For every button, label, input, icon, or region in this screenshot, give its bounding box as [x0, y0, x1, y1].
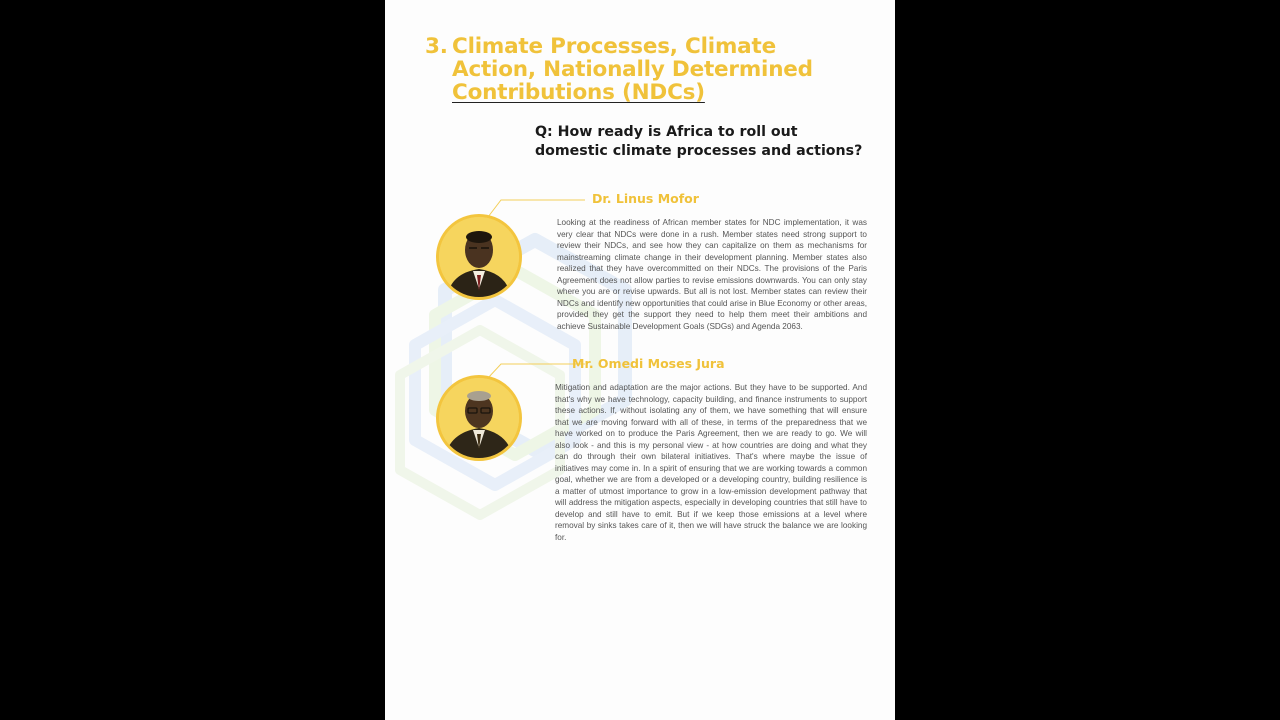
- section-number: 3.: [425, 34, 448, 59]
- answer-omedi-moses-jura: Mitigation and adaptation are the major actions. But they have to be supported. And that's why we have technology, capacity building, and finance instruments to support these actions. If, without isolating any of them, we have something that will ensure that we are moving forward with all of these, in terms of the preparedness that we have worked on to produce the Paris Agreement, then we are ready to go. We will also look - and this is my personal view - at how countries are doing and what they can do through their own bilateral initiatives. That's where maybe the issue of initiatives may come in. In a spirit of ensuring that we are working towards a common goal, whether we are from a developed or a developing country, building resilience is a matter of utmost importance to grow in a low-emission development pathway that will address the mitigation aspects, especially in developing countries that still have to develop and still have to emit. But if we keep those emissions at a level where removal by sinks takes care of it, then we will have struck the balance we are looking for.: [555, 383, 867, 542]
- speaker-name-omedi-moses-jura: Mr. Omedi Moses Jura: [572, 356, 725, 371]
- section-title-line-2: Action, Nationally Determined: [452, 57, 813, 82]
- section-title-line-3: Contributions (NDCs): [452, 80, 705, 105]
- speaker-connector-line: [487, 196, 587, 218]
- portrait-linus-mofor: [436, 214, 522, 300]
- answer-linus-mofor: Looking at the readiness of African member states for NDC implementation, it was very clear that NDCs were done in a rush. Member states need strong support to review their NDCs, and see how they can capitalize on them as mechanisms for mainstreaming climate change in their development planning. Member states also realized that they have overcommitted on their NDCs. The provisions of the Paris Agreement does not allow parties to revise emissions downwards. You can only stay where you are or revise upwards. But all is not lost. Member states can review their NDCs and identify new opportunities that could arise in Blue Economy or other areas, provided they get the support they need to help them meet their ambitions and achieve Sustainable Development Goals (SDGs) and Agenda 2063.: [557, 218, 867, 331]
- portrait-omedi-moses-jura: [436, 375, 522, 461]
- section-title: [425, 35, 813, 104]
- document-page: [385, 0, 895, 720]
- interview-question: Q: How ready is Africa to roll out domestic climate processes and actions?: [535, 124, 863, 159]
- speaker-name-linus-mofor: Dr. Linus Mofor: [592, 191, 699, 206]
- section-title-line-1: Climate Processes, Climate: [452, 34, 776, 59]
